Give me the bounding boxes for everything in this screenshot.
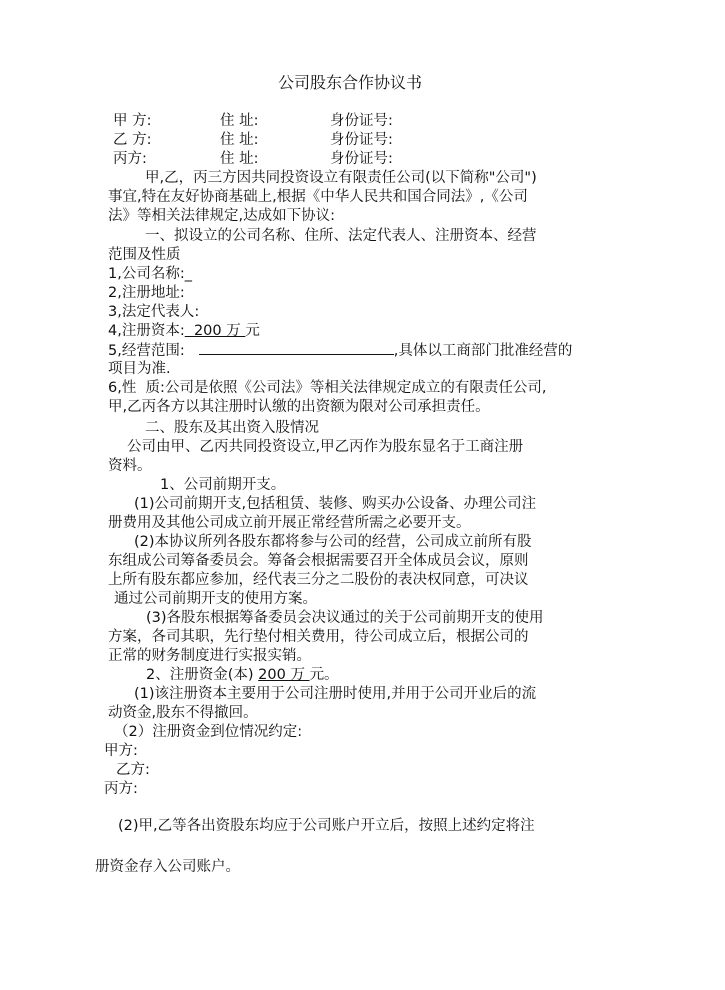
party-jia-address-label: 住 址: — [220, 113, 259, 129]
paragraph-6: (2)甲,乙等各出资股东均应于公司账户开立后，按照上述约定将注 — [118, 818, 535, 834]
legal-rep-line: 3,法定代表人: — [108, 304, 200, 320]
signature-jia: 甲方: — [104, 743, 138, 759]
party-bing-label: 丙方: — [113, 151, 147, 167]
nature-line: 甲,乙丙各方以其注册时认缴的出资额为限对公司承担责任。 — [108, 399, 490, 415]
signature-yi: 乙方: — [116, 762, 150, 778]
scope-line — [108, 341, 572, 360]
paragraph-4: 动资金,股东不得撤回。 — [108, 705, 258, 721]
section1-heading: 范围及性质 — [108, 247, 181, 263]
party-bing-id-label: 身份证号: — [330, 151, 393, 167]
paragraph-2: 上所有股东都应参加，经代表三分之二股份的表决权同意，可决议 — [108, 572, 529, 588]
paragraph-2: 通过公司前期开支的使用方案。 — [114, 591, 317, 607]
paragraph-3: (3)各股东根据筹备委员会决议通过的关于公司前期开支的使用 — [146, 610, 544, 626]
scope-blank — [199, 341, 394, 355]
capital-value: 200 万 — [184, 323, 246, 339]
party-jia-label: 甲 方: — [113, 113, 152, 129]
company-address-line: 2,注册地址: — [108, 285, 185, 301]
item2-line — [146, 666, 339, 684]
intro-line: 事宜,特在友好协商基础上,根据《中华人民共和国合同法》,《公司 — [108, 189, 528, 205]
section1-heading: 一、拟设立的公司名称、住所、法定代表人、注册资本、经营 — [145, 228, 537, 244]
paragraph-1: 册费用及其他公司成立前开展正常经营所需之必要开支。 — [108, 515, 471, 531]
company-name-line: 1,公司名称:_ — [108, 266, 192, 282]
paragraph-1: (1)公司前期开支,包括租赁、装修、购买办公设备、办理公司注 — [134, 496, 537, 512]
paragraph-3: 正常的财务制度进行实报实销。 — [108, 648, 311, 664]
document-title: 公司股东合作协议书 — [278, 73, 423, 92]
item1-heading: 1、公司前期开支。 — [160, 477, 286, 493]
party-jia-id-label: 身份证号: — [330, 113, 393, 129]
scope-cont-line: 项目为准. — [108, 361, 171, 377]
capital-line — [108, 322, 260, 340]
paragraph-4: (1)该注册资本主要用于公司注册时使用,并用于公司开业后的流 — [134, 686, 537, 702]
section2-heading: 二、股东及其出资入股情况 — [145, 420, 319, 436]
intro-line: 法》等相关法律规定,达成如下协议: — [108, 208, 335, 224]
party-bing-address-label: 住 址: — [220, 151, 259, 167]
party-yi-id-label: 身份证号: — [330, 132, 393, 148]
party-yi-label: 乙 方: — [113, 132, 152, 148]
paragraph-2: 东组成公司筹备委员会。筹备会根据需要召开全体成员会议，原则 — [108, 553, 529, 569]
nature-line: 6,性 质:公司是依照《公司法》等相关法律规定成立的有限责任公司, — [108, 380, 547, 396]
paragraph-5: （2）注册资金到位情况约定: — [114, 724, 303, 740]
intro-line: 甲,乙，丙三方因共同投资设立有限责任公司(以下简称"公司") — [145, 170, 537, 186]
item2-label: 2、注册资金(本) — [146, 667, 259, 683]
section2-intro: 资料。 — [108, 458, 152, 474]
section2-intro: 公司由甲、乙丙共同投资设立,甲乙丙作为股东显名于工商注册 — [127, 439, 524, 455]
capital-label: 4,注册资本: — [108, 323, 185, 339]
item2-value: 200 万 — [258, 667, 310, 683]
scope-suffix: ,具体以工商部门批准经营的 — [393, 343, 573, 359]
paragraph-3: 方案，各司其职，先行垫付相关费用，待公司成立后，根据公司的 — [108, 629, 529, 645]
capital-unit: 元 — [245, 323, 260, 339]
signature-bing: 丙方: — [104, 781, 138, 797]
paragraph-2: (2)本协议所列各股东都将参与公司的经营，公司成立前所有股 — [134, 534, 532, 550]
item2-unit: 元。 — [309, 667, 339, 683]
party-yi-address-label: 住 址: — [220, 132, 259, 148]
paragraph-6: 册资金存入公司账户。 — [95, 859, 240, 875]
scope-label: 5,经营范围: — [108, 343, 185, 359]
